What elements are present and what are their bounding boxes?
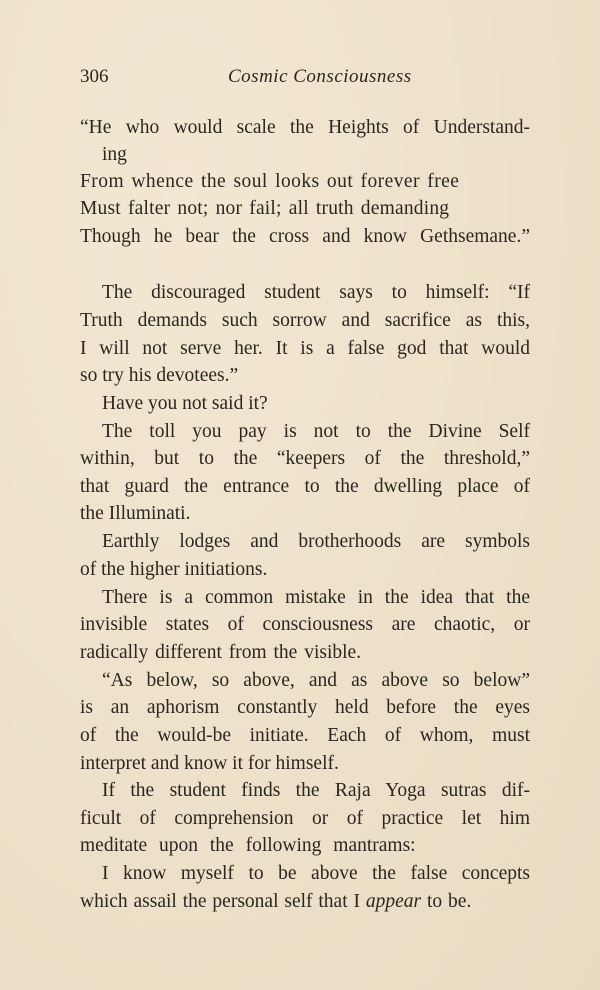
verse-line: ing — [102, 144, 127, 165]
verse-line: “He who would scale the Heights of Understand- — [80, 117, 530, 138]
text-line: Have you not said it? — [102, 393, 268, 414]
verse-line: Must falter not; nor fail; all truth demanding — [80, 198, 450, 219]
text-line: ficult of comprehension or of practice let him — [80, 808, 530, 829]
text-line: meditate upon the following mantrams: — [80, 835, 416, 856]
text-line: Truth demands such sorrow and sacrifice as this, — [80, 310, 530, 331]
text-line: of the would-be initiate. Each of whom, must — [80, 725, 530, 746]
text-line: within, but to the “keepers of the threshold,” — [80, 448, 530, 469]
text-line: the Illuminati. — [80, 503, 191, 524]
text-line: invisible states of consciousness are chaotic, or — [80, 614, 530, 635]
text-line: I know myself to be above the false concepts — [102, 863, 530, 884]
text-line: “As below, so above, and as above so below” — [102, 670, 530, 691]
verse-line: Though he bear the cross and know Gethsemane.” — [80, 226, 530, 247]
text-line: is an aphorism constantly held before the eyes — [80, 697, 530, 718]
text-segment: which assail the personal self that I — [80, 891, 366, 912]
text-line: If the student finds the Raja Yoga sutras dif- — [102, 780, 530, 801]
text-segment: to be. — [421, 891, 472, 912]
verse-line: From whence the soul looks out forever free — [80, 171, 460, 192]
page-number: 306 — [80, 66, 109, 87]
emphasized-word: appear — [365, 891, 422, 912]
text-line: interpret and know it for himself. — [80, 753, 339, 774]
text-line: of the higher initiations. — [80, 559, 268, 580]
text-line: that guard the entrance to the dwelling place of — [80, 476, 530, 497]
text-line: so try his devotees.” — [80, 365, 239, 386]
text-line: The discouraged student says to himself: “If — [102, 282, 530, 303]
text-line: There is a common mistake in the idea that the — [102, 587, 530, 608]
text-line: radically different from the visible. — [80, 642, 362, 663]
text-line — [80, 888, 530, 916]
running-title: Cosmic Consciousness — [228, 66, 412, 87]
text-line: The toll you pay is not to the Divine Self — [102, 421, 530, 442]
text-line: I will not serve her. It is a false god that would — [80, 338, 530, 359]
text-line: Earthly lodges and brotherhoods are symbols — [102, 531, 530, 552]
